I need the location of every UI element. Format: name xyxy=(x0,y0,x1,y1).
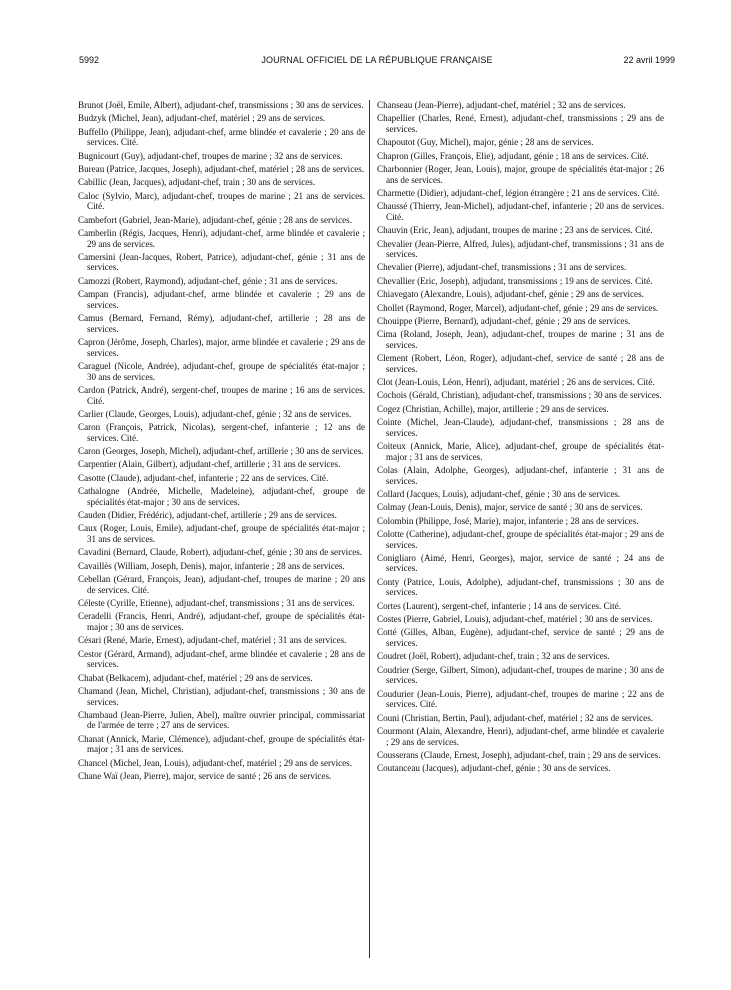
list-item: Chevallier (Eric, Joseph), adjudant, transmissions ; 19 ans de services. Cité. xyxy=(377,275,653,286)
list-item: Cauden (Didier, Frédéric), adjudant-chef, artillerie ; 29 ans de services. xyxy=(78,510,337,521)
list-item: Casotte (Claude), adjudant-chef, infanterie ; 22 ans de services. Cité. xyxy=(78,472,329,483)
right-column xyxy=(377,100,664,777)
list-item: Cavaillès (William, Joseph, Denis), major, infanterie ; 28 ans de services. xyxy=(78,560,345,571)
list-item: Buffello (Philippe, Jean), adjudant-chef, arme blindée et cavalerie ; 20 ans de services. Cité. xyxy=(78,126,365,148)
list-item: Costes (Pierre, Gabriel, Louis), adjudant-chef, matériel ; 30 ans de services. xyxy=(377,614,653,625)
list-item: Conigliaro (Aimé, Henri, Georges), major, service de santé ; 24 ans de services. xyxy=(377,552,664,574)
list-item: Coudurier (Jean-Louis, Pierre), adjudant-chef, troupes de marine ; 22 ans de services. Cité. xyxy=(377,688,664,710)
journal-title: JOURNAL OFFICIEL DE LA RÉPUBLIQUE FRANÇAISE xyxy=(261,55,493,65)
list-item: Collard (Jacques, Louis), adjudant-chef, génie ; 30 ans de services. xyxy=(377,488,621,499)
list-item: Carlier (Claude, Georges, Louis), adjudant-chef, génie ; 32 ans de services. xyxy=(78,408,352,419)
page-header xyxy=(79,55,675,69)
list-item: Camus (Bernard, Fernand, Rémy), adjudant-chef, artillerie ; 28 ans de services. xyxy=(78,313,365,334)
list-item: Chancel (Michel, Jean, Louis), adjudant-chef, matériel ; 29 ans de services. xyxy=(78,757,352,768)
list-item: Conty (Patrice, Louis, Adolphe), adjudant-chef, transmissions ; 30 ans de services. xyxy=(377,576,664,598)
list-item: Charmette (Didier), adjudant-chef, légion étrangère ; 21 ans de services. Cité. xyxy=(377,187,660,198)
list-item: Clement (Robert, Léon, Roger), adjudant-chef, service de santé ; 28 ans de services. xyxy=(377,353,664,374)
list-item: Caux (Roger, Louis, Emile), adjudant-chef, groupe de spécialités état-major ; 31 ans de services. xyxy=(78,523,365,545)
list-item: Césari (René, Marie, Ernest), adjudant-chef, matériel ; 31 ans de services. xyxy=(78,635,347,646)
list-item: Coudret (Joël, Robert), adjudant-chef, train ; 32 ans de services. xyxy=(377,651,610,662)
list-item: Bugnicourt (Guy), adjudant-chef, troupes de marine ; 32 ans de services. xyxy=(78,150,343,161)
list-item: Cousserans (Claude, Ernest, Joseph), adjudant-chef, train ; 29 ans de services. xyxy=(377,749,661,760)
list-item: Coiteux (Annick, Marie, Alice), adjudant-chef, groupe de spécialités état-major ; 31 ans de services. xyxy=(377,441,664,462)
list-item: Colombin (Philippe, José, Marie), major, infanterie ; 28 ans de services. xyxy=(377,515,639,526)
list-item: Ceradelli (Francis, Henri, André), adjudant-chef, groupe de spécialités état-major ; 30 ans de services. xyxy=(78,611,365,632)
list-item: Coudrier (Serge, Gilbert, Simon), adjudant-chef, troupes de marine ; 30 ans de services. xyxy=(377,664,664,686)
list-item: Cotté (Gilles, Alban, Eugène), adjudant-chef, service de santé ; 29 ans de services. xyxy=(377,627,664,649)
list-item: Céleste (Cyrille, Etienne), adjudant-chef, transmissions ; 31 ans de services. xyxy=(78,598,355,608)
list-item: Chamand (Jean, Michel, Christian), adjudant-chef, transmissions ; 30 ans de services. xyxy=(78,685,365,707)
list-item: Chiavegato (Alexandre, Louis), adjudant-chef, génie ; 29 ans de services. xyxy=(377,289,644,300)
list-item: Chabat (Belkacem), adjudant-chef, matériel ; 29 ans de services. xyxy=(78,672,313,683)
list-item: Caron (François, Patrick, Nicolas), sergent-chef, infanterie ; 12 ans de services. Cité. xyxy=(78,422,365,443)
list-item: Chevalier (Jean-Pierre, Alfred, Jules), adjudant-chef, transmissions ; 31 ans de services. xyxy=(377,238,664,260)
list-item: Cambefort (Gabriel, Jean-Marie), adjudant-chef, génie ; 28 ans de services. xyxy=(78,214,352,225)
list-item: Cathalogne (Andrée, Michelle, Madeleine), adjudant-chef, groupe de spécialités état-major ; 30 ans de services. xyxy=(78,486,365,507)
list-item: Capron (Jérôme, Joseph, Charles), major, arme blindée et cavalerie ; 29 ans de services. xyxy=(78,337,365,358)
list-item: Bureau (Patrice, Jacques, Joseph), adjudant-chef, matériel ; 28 ans de services. xyxy=(78,163,365,174)
list-item: Brunot (Joël, Emile, Albert), adjudant-chef, transmissions ; 30 ans de services. xyxy=(78,100,364,110)
list-item: Couni (Christian, Bertin, Paul), adjudant-chef, matériel ; 32 ans de services. xyxy=(377,712,654,723)
list-item: Chollet (Raymond, Roger, Marcel), adjudant-chef, génie ; 29 ans de services. xyxy=(377,302,659,313)
list-item: Coutanceau (Jacques), adjudant-chef, génie ; 30 ans de services. xyxy=(377,763,611,774)
list-item: Cogez (Christian, Achille), major, artillerie ; 29 ans de services. xyxy=(377,403,609,414)
list-item: Chanseau (Jean-Pierre), adjudant-chef, matériel ; 32 ans de services. xyxy=(377,100,626,110)
left-column xyxy=(78,100,365,784)
list-item: Camozzi (Robert, Raymond), adjudant-chef, génie ; 31 ans de services. xyxy=(78,275,338,286)
list-item: Chaussé (Thierry, Jean-Michel), adjudant-chef, infanterie ; 20 ans de services. Cité. xyxy=(377,201,664,222)
list-item: Colotte (Catherine), adjudant-chef, groupe de spécialités état-major ; 29 ans de services. xyxy=(377,528,664,550)
list-item: Chouippe (Pierre, Bernard), adjudant-chef, génie ; 29 ans de services. xyxy=(377,315,631,326)
list-item: Chambaud (Jean-Pierre, Julien, Abel), maître ouvrier principal, commissariat de l'armée de terre ; 27 ans de services. xyxy=(78,709,365,731)
list-item: Chane Waï (Jean, Pierre), major, service de santé ; 26 ans de services. xyxy=(78,771,332,782)
list-item: Chapellier (Charles, René, Ernest), adjudant-chef, transmissions ; 29 ans de services. xyxy=(377,113,664,134)
list-item: Carpentier (Alain, Gilbert), adjudant-chef, artillerie ; 31 ans de services. xyxy=(78,459,341,470)
publication-date: 22 avril 1999 xyxy=(623,55,675,65)
list-item: Budzyk (Michel, Jean), adjudant-chef, matériel ; 29 ans de services. xyxy=(78,113,326,124)
list-item: Caron (Georges, Joseph, Michel), adjudant-chef, artillerie ; 30 ans de services. xyxy=(78,446,364,457)
list-item: Cima (Roland, Joseph, Jean), adjudant-chef, troupes de marine ; 31 ans de services. xyxy=(377,329,664,350)
list-item: Chevalier (Pierre), adjudant-chef, transmissions ; 31 ans de services. xyxy=(377,262,627,273)
list-item: Cabillic (Jean, Jacques), adjudant-chef, train ; 30 ans de services. xyxy=(78,177,316,188)
list-item: Caloc (Sylvio, Marc), adjudant-chef, troupes de marine ; 21 ans de services. Cité. xyxy=(78,190,365,212)
list-item: Camberlin (Régis, Jacques, Henri), adjudant-chef, arme blindée et cavalerie ; 29 ans de services. xyxy=(78,227,365,249)
column-divider xyxy=(369,100,370,958)
list-item: Courmont (Alain, Alexandre, Henri), adjudant-chef, arme blindée et cavalerie ; 29 ans de services. xyxy=(377,725,664,747)
list-item: Chapron (Gilles, François, Elie), adjudant, génie ; 18 ans de services. Cité. xyxy=(377,150,649,161)
list-item: Cochois (Gérald, Christian), adjudant-chef, transmissions ; 30 ans de services. xyxy=(377,390,662,401)
list-item: Chanat (Annick, Marie, Clémence), adjudant-chef, groupe de spécialités état-major ; 31 ans de services. xyxy=(78,733,365,755)
list-item: Camersini (Jean-Jacques, Robert, Patrice), adjudant-chef, génie ; 31 ans de services. xyxy=(78,251,365,273)
list-item: Cardon (Patrick, André), sergent-chef, troupes de marine ; 16 ans de services. Cité. xyxy=(78,384,365,406)
list-item: Colmay (Jean-Louis, Denis), major, service de santé ; 30 ans de services. xyxy=(377,502,643,513)
list-item: Cointe (Michel, Jean-Claude), adjudant-chef, transmissions ; 28 ans de services. xyxy=(377,417,664,438)
list-item: Chauvin (Eric, Jean), adjudant, troupes de marine ; 23 ans de services. Cité. xyxy=(377,225,653,236)
list-item: Cebellan (Gérard, François, Jean), adjudant-chef, troupes de marine ; 20 ans de services. Cité. xyxy=(78,574,365,595)
list-item: Cortes (Laurent), sergent-chef, infanterie ; 14 ans de services. Cité. xyxy=(377,600,622,611)
list-item: Colas (Alain, Adolphe, Georges), adjudant-chef, infanterie ; 31 ans de services. xyxy=(377,464,664,486)
list-item: Chapoutot (Guy, Michel), major, génie ; 28 ans de services. xyxy=(377,137,594,148)
list-item: Charbonnier (Roger, Jean, Louis), major, groupe de spécialités état-major ; 26 ans de services. xyxy=(377,163,664,185)
list-item: Caraguel (Nicole, Andrée), adjudant-chef, groupe de spécialités état-major ; 30 ans de services. xyxy=(78,360,365,382)
page-number: 5992 xyxy=(79,55,100,65)
list-item: Clot (Jean-Louis, Léon, Henri), adjudant, matériel ; 26 ans de services. Cité. xyxy=(377,377,655,388)
list-item: Cestor (Gérard, Armand), adjudant-chef, arme blindée et cavalerie ; 28 ans de services. xyxy=(78,648,365,670)
list-item: Campan (Francis), adjudant-chef, arme blindée et cavalerie ; 29 ans de services. xyxy=(78,289,365,310)
list-item: Cavadini (Bernard, Claude, Robert), adjudant-chef, génie ; 30 ans de services. xyxy=(78,547,363,558)
